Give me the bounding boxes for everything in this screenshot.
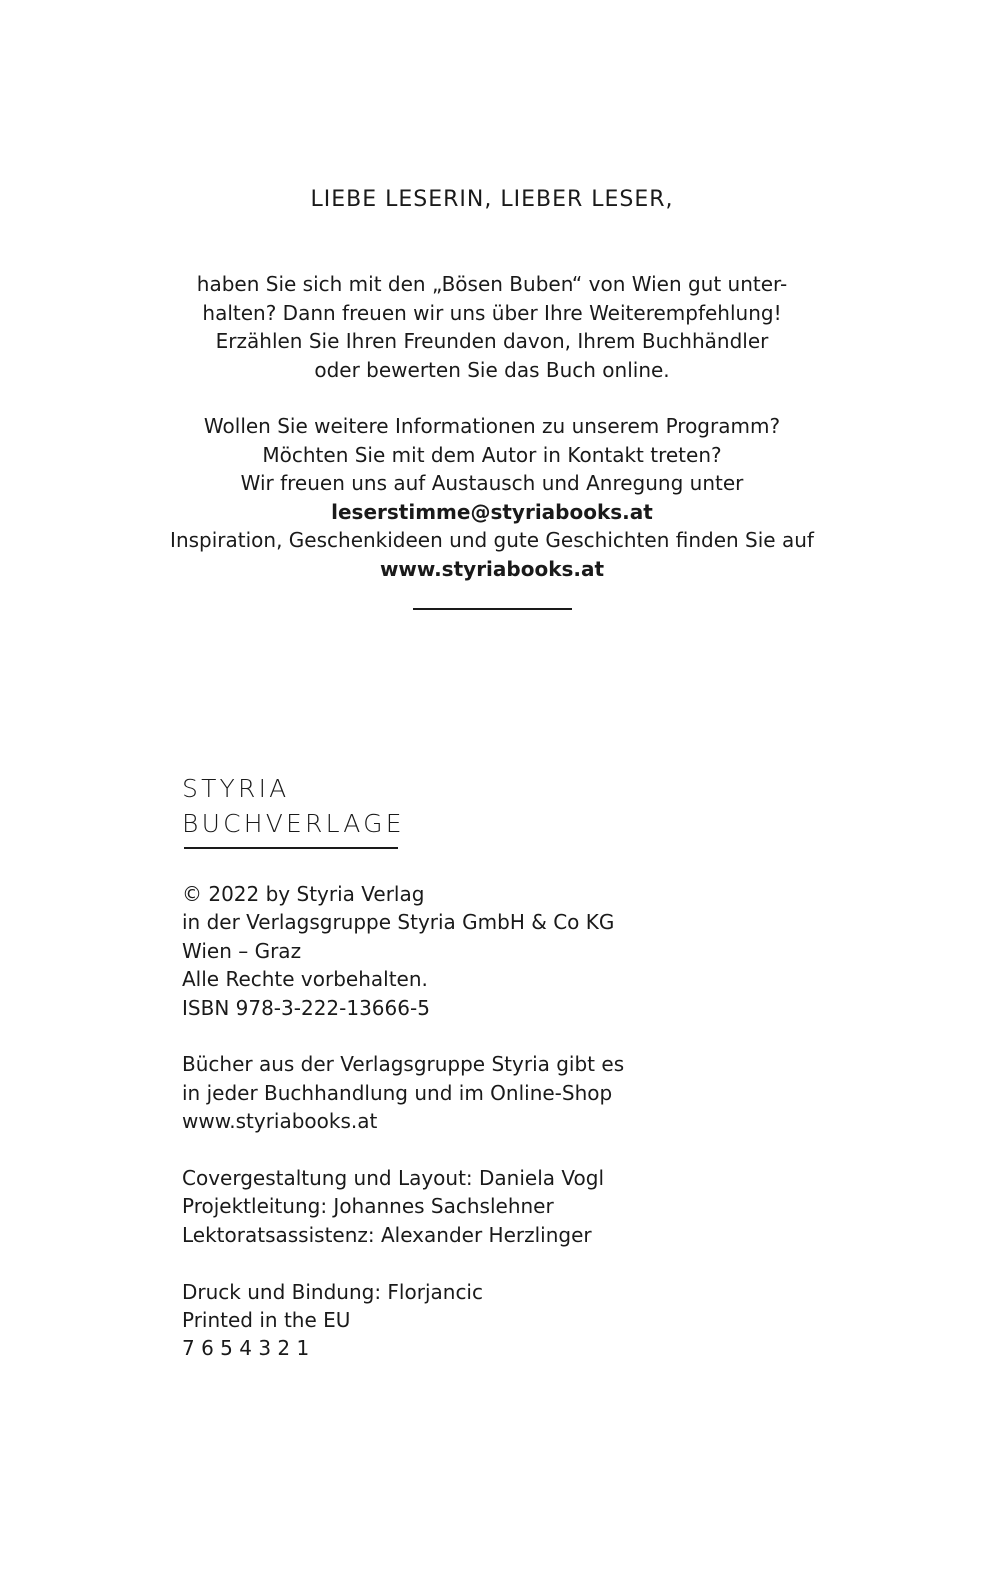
imprint-line: in jeder Buchhandlung und im Online-Shop: [182, 1080, 613, 1105]
logo-line-buchverlage: BUCHVERLAGE: [182, 809, 405, 838]
paragraph-line: haben Sie sich mit den „Bösen Buben“ von Wien gut unter-: [196, 272, 788, 296]
reader-letter: [0, 183, 1000, 583]
paragraph-line: Erzählen Sie Ihren Freunden davon, Ihrem Buchhändler: [215, 329, 769, 353]
print-run: 7 6 5 4 3 2 1: [182, 1336, 310, 1361]
logo-line-styria: STYRIA: [182, 774, 290, 803]
imprint-line: Druck und Bindung: Florjancic: [182, 1279, 483, 1304]
imprint-line: Alle Rechte vorbehalten.: [182, 967, 428, 992]
availability-block: [182, 1050, 624, 1135]
imprint-line: in der Verlagsgruppe Styria GmbH & Co KG: [182, 910, 615, 935]
publisher-logo: [182, 771, 405, 841]
paragraph-line: halten? Dann freuen wir uns über Ihre Weiterempfehlung!: [202, 300, 782, 325]
copyright-block: [182, 880, 624, 1022]
logo-underline: [184, 847, 398, 849]
divider: [413, 608, 572, 610]
recommendation-paragraph: [0, 270, 992, 384]
imprint-line: Bücher aus der Verlagsgruppe Styria gibt es: [182, 1052, 625, 1077]
imprint-line: Printed in the EU: [182, 1308, 351, 1333]
imprint-line: Lektoratsassistenz: Alexander Herzlinger: [182, 1222, 592, 1247]
letter-heading: LIEBE LESERIN, LIEBER LESER,: [310, 187, 674, 212]
printing-block: [182, 1278, 624, 1363]
imprint-line: Wien – Graz: [182, 938, 302, 963]
contact-email[interactable]: leserstimme@styriabooks.at: [331, 499, 653, 524]
website-link[interactable]: www.styriabooks.at: [379, 556, 605, 581]
imprint-line: Covergestaltung und Layout: Daniela Vogl: [182, 1166, 605, 1191]
paragraph-line: Wir freuen uns auf Austausch und Anregung unter: [240, 471, 744, 495]
isbn: ISBN 978-3-222-13666-5: [182, 995, 430, 1020]
contact-paragraph: [0, 412, 992, 583]
imprint: [182, 880, 624, 1363]
paragraph-line: Inspiration, Geschenkideen und gute Geschichten finden Sie auf: [170, 528, 814, 552]
credits-block: [182, 1164, 624, 1249]
imprint-line: Projektleitung: Johannes Sachslehner: [182, 1194, 554, 1219]
paragraph-line: oder bewerten Sie das Buch online.: [314, 357, 670, 382]
imprint-line: © 2022 by Styria Verlag: [182, 882, 425, 906]
paragraph-line: Möchten Sie mit dem Autor in Kontakt treten?: [262, 442, 722, 467]
shop-website[interactable]: www.styriabooks.at: [182, 1109, 378, 1134]
paragraph-line: Wollen Sie weitere Informationen zu unserem Programm?: [203, 414, 781, 438]
